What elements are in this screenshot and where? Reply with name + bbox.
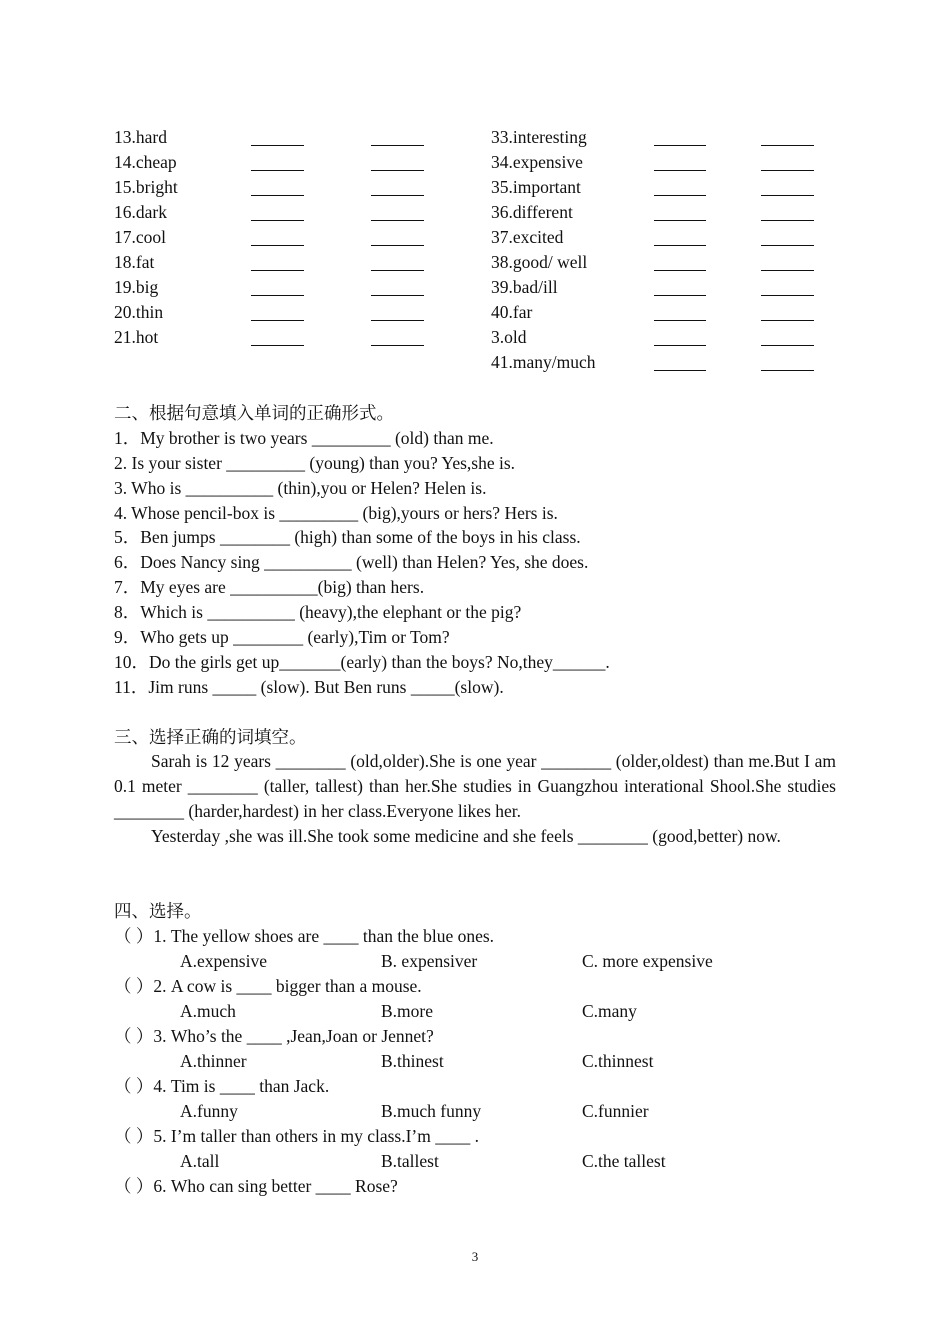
answer-blank[interactable]: [371, 295, 424, 296]
mc-option-b[interactable]: B.tallest: [381, 1151, 439, 1171]
word-item: 3.old: [491, 327, 527, 347]
word-item: 15.bright: [114, 177, 178, 197]
answer-blank[interactable]: [371, 270, 424, 271]
word-item: 20.thin: [114, 302, 164, 322]
answer-blank[interactable]: [251, 145, 304, 146]
answer-blank[interactable]: [371, 145, 424, 146]
question-line: 9．Who gets up ________ (early),Tim or Tom?: [114, 627, 450, 647]
word-item: 40.far: [491, 302, 533, 322]
word-item: 35.important: [491, 177, 581, 197]
answer-blank[interactable]: [654, 320, 706, 321]
section-heading: 三、选择正确的词填空。: [114, 727, 307, 747]
answer-blank[interactable]: [761, 320, 814, 321]
question-line: 11．Jim runs _____ (slow). But Ben runs _____(slow).: [114, 677, 504, 697]
mc-option-c[interactable]: C. more expensive: [582, 951, 713, 971]
answer-blank[interactable]: [761, 370, 814, 371]
word-item: 17.cool: [114, 227, 167, 247]
mc-option-a[interactable]: A.thinner: [180, 1051, 247, 1071]
answer-blank[interactable]: [251, 245, 304, 246]
word-item: 33.interesting: [491, 127, 587, 147]
question-line: 7．My eyes are __________(big) than hers.: [114, 577, 425, 597]
answer-blank[interactable]: [371, 245, 424, 246]
answer-blank[interactable]: [654, 195, 706, 196]
answer-blank[interactable]: [251, 270, 304, 271]
answer-blank[interactable]: [371, 195, 424, 196]
answer-blank[interactable]: [761, 170, 814, 171]
mc-option-b[interactable]: B.thinest: [381, 1051, 444, 1071]
mc-option-c[interactable]: C.funnier: [582, 1101, 649, 1121]
answer-blank[interactable]: [251, 220, 304, 221]
question-line: 6．Does Nancy sing __________ (well) than Helen? Yes, she does.: [114, 552, 589, 572]
answer-blank[interactable]: [654, 370, 706, 371]
word-item: 21.hot: [114, 327, 159, 347]
mc-question: （ ）2. A cow is ____ bigger than a mouse.: [114, 976, 422, 996]
section-heading: 四、选择。: [114, 901, 202, 921]
answer-blank[interactable]: [654, 245, 706, 246]
answer-blank[interactable]: [251, 195, 304, 196]
mc-option-c[interactable]: C.thinnest: [582, 1051, 654, 1071]
word-item: 36.different: [491, 202, 573, 222]
answer-blank[interactable]: [371, 220, 424, 221]
answer-blank[interactable]: [251, 170, 304, 171]
word-item: 39.bad/ill: [491, 277, 558, 297]
answer-blank[interactable]: [654, 270, 706, 271]
answer-blank[interactable]: [654, 170, 706, 171]
mc-option-a[interactable]: A.tall: [180, 1151, 220, 1171]
answer-blank[interactable]: [371, 170, 424, 171]
word-item: 14.cheap: [114, 152, 177, 172]
page-number: 3: [471, 1249, 479, 1264]
mc-option-c[interactable]: C.many: [582, 1001, 637, 1021]
answer-blank[interactable]: [761, 195, 814, 196]
question-line: 4. Whose pencil-box is _________ (big),yours or hers? Hers is.: [114, 503, 558, 523]
word-item: 13.hard: [114, 127, 167, 147]
mc-option-a[interactable]: A.much: [180, 1001, 236, 1021]
mc-option-a[interactable]: A.funny: [180, 1101, 238, 1121]
answer-blank[interactable]: [761, 220, 814, 221]
mc-option-b[interactable]: B. expensiver: [381, 951, 478, 971]
question-line: 8．Which is __________ (heavy),the elephant or the pig?: [114, 602, 522, 622]
answer-blank[interactable]: [761, 245, 814, 246]
mc-option-a[interactable]: A.expensive: [180, 951, 267, 971]
answer-blank[interactable]: [371, 345, 424, 346]
answer-blank[interactable]: [761, 145, 814, 146]
answer-blank[interactable]: [761, 295, 814, 296]
mc-option-b[interactable]: B.much funny: [381, 1101, 482, 1121]
mc-question: （ ）4. Tim is ____ than Jack.: [114, 1076, 330, 1096]
question-line: 3. Who is __________ (thin),you or Helen? Helen is.: [114, 478, 487, 498]
mc-question: （ ）3. Who’s the ____ ,Jean,Joan or Jennet?: [114, 1026, 434, 1046]
answer-blank[interactable]: [371, 320, 424, 321]
answer-blank[interactable]: [654, 345, 706, 346]
mc-question: （ ）1. The yellow shoes are ____ than the blue ones.: [114, 926, 495, 946]
answer-blank[interactable]: [761, 345, 814, 346]
word-item: 16.dark: [114, 202, 167, 222]
passage-paragraph: Yesterday ,she was ill.She took some medicine and she feels ________ (good,better) now.: [151, 826, 781, 846]
word-item: 41.many/much: [491, 352, 596, 372]
mc-question: （ ）6. Who can sing better ____ Rose?: [114, 1176, 398, 1196]
word-item: 34.expensive: [491, 152, 583, 172]
question-line: 2. Is your sister _________ (young) than you? Yes,she is.: [114, 453, 516, 473]
answer-blank[interactable]: [654, 295, 706, 296]
answer-blank[interactable]: [654, 145, 706, 146]
answer-blank[interactable]: [251, 295, 304, 296]
answer-blank[interactable]: [654, 220, 706, 221]
word-item: 19.big: [114, 277, 159, 297]
answer-blank[interactable]: [251, 320, 304, 321]
word-item: 18.fat: [114, 252, 155, 272]
passage-paragraph: Sarah is 12 years ________ (old,older).She is one year ________ (older,oldest) than me.But I am 0.1 meter ________ (taller, tallest) than her.She studies in Guangzhou interational Shool.She studies ________ (harder,hardest) in her class.Everyone likes her.: [114, 751, 836, 821]
section-heading: 二、根据句意填入单词的正确形式。: [114, 403, 394, 423]
question-line: 10．Do the girls get up_______(early) than the boys? No,they______.: [114, 652, 610, 672]
answer-blank[interactable]: [761, 270, 814, 271]
mc-option-c[interactable]: C.the tallest: [582, 1151, 666, 1171]
question-line: 5．Ben jumps ________ (high) than some of the boys in his class.: [114, 527, 581, 547]
mc-question: （ ）5. I’m taller than others in my class.I’m ____ .: [114, 1126, 479, 1146]
answer-blank[interactable]: [251, 345, 304, 346]
mc-option-b[interactable]: B.more: [381, 1001, 434, 1021]
word-item: 37.excited: [491, 227, 564, 247]
question-line: 1．My brother is two years _________ (old) than me.: [114, 428, 494, 448]
word-item: 38.good/ well: [491, 252, 588, 272]
